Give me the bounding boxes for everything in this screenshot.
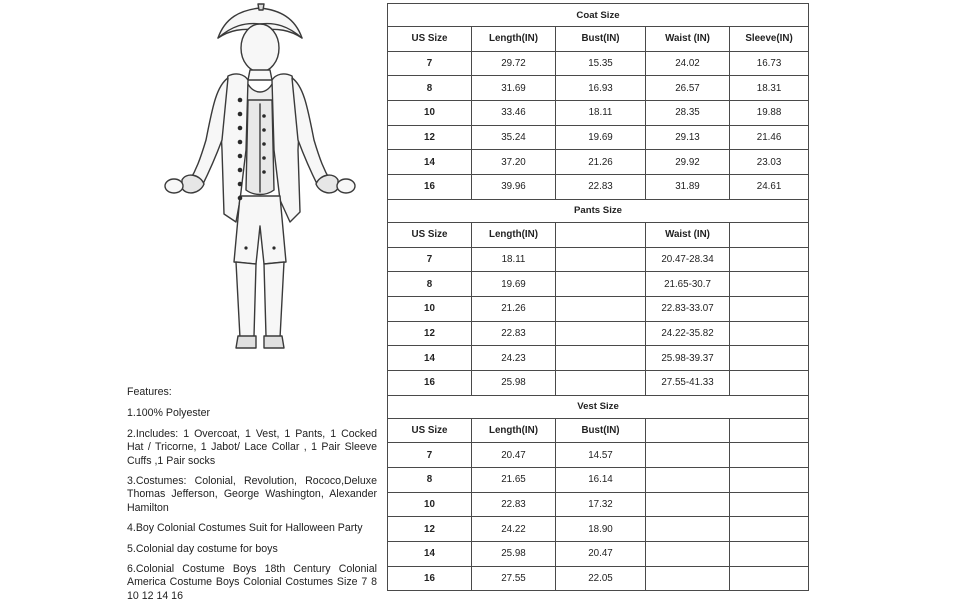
table-cell: 35.24 <box>472 125 556 150</box>
us-size-cell: 14 <box>388 542 472 567</box>
us-size-cell: 10 <box>388 296 472 321</box>
table-cell <box>730 443 809 468</box>
feature-item: 3.Costumes: Colonial, Revolution, Rococo,Deluxe Thomas Jefferson, George Washington, Alexander Hamilton <box>127 475 377 514</box>
table-cell: 20.47-28.34 <box>646 247 730 272</box>
table-cell <box>646 517 730 542</box>
table-cell <box>556 370 646 395</box>
table-cell: 17.32 <box>556 492 646 517</box>
pants-size-title: Pants Size <box>388 199 809 222</box>
coat-title-row <box>388 4 809 27</box>
table-row <box>388 566 809 591</box>
table-cell: 14.57 <box>556 443 646 468</box>
pants-title-row <box>388 199 809 222</box>
table-cell: 29.13 <box>646 125 730 150</box>
us-size-cell: 8 <box>388 76 472 101</box>
vest-header-row <box>388 418 809 443</box>
column-header: Waist (IN) <box>646 27 730 52</box>
table-cell: 22.83 <box>556 175 646 200</box>
table-cell: 24.22 <box>472 517 556 542</box>
table-cell: 21.46 <box>730 125 809 150</box>
us-size-cell: 16 <box>388 566 472 591</box>
mannequin-head <box>241 24 279 72</box>
table-cell <box>730 296 809 321</box>
us-size-cell: 7 <box>388 51 472 76</box>
table-cell: 20.47 <box>472 443 556 468</box>
table-row <box>388 51 809 76</box>
us-size-cell: 12 <box>388 321 472 346</box>
table-cell: 19.69 <box>472 272 556 297</box>
table-row <box>388 125 809 150</box>
table-cell: 31.69 <box>472 76 556 101</box>
table-row <box>388 150 809 175</box>
table-cell: 29.72 <box>472 51 556 76</box>
table-cell: 22.83 <box>472 321 556 346</box>
table-row <box>388 468 809 493</box>
table-cell <box>730 272 809 297</box>
features-section <box>127 386 377 610</box>
us-size-cell: 8 <box>388 272 472 297</box>
table-cell <box>730 321 809 346</box>
feature-item: 6.Colonial Costume Boys 18th Century Colonial America Costume Boys Colonial Costumes Size 7 8 10 12 14 16 <box>127 563 377 602</box>
table-cell: 21.26 <box>472 296 556 321</box>
vest-size-title: Vest Size <box>388 395 809 418</box>
table-cell <box>646 468 730 493</box>
us-size-cell: 7 <box>388 443 472 468</box>
features-title: Features: <box>127 386 172 398</box>
table-row <box>388 517 809 542</box>
us-size-cell: 12 <box>388 125 472 150</box>
us-size-cell: 16 <box>388 175 472 200</box>
us-size-cell: 10 <box>388 101 472 126</box>
table-cell <box>646 492 730 517</box>
table-cell <box>730 346 809 371</box>
table-cell: 29.92 <box>646 150 730 175</box>
table-cell <box>556 247 646 272</box>
table-cell: 22.05 <box>556 566 646 591</box>
table-cell: 28.35 <box>646 101 730 126</box>
table-row <box>388 321 809 346</box>
table-cell: 26.57 <box>646 76 730 101</box>
feature-item: 2.Includes: 1 Overcoat, 1 Vest, 1 Pants, 1 Cocked Hat / Tricorne, 1 Jabot/ Lace Collar , 1 Pair Sleeve Cuffs ,1 Pair socks <box>127 427 377 467</box>
table-cell: 25.98-39.37 <box>646 346 730 371</box>
column-header: Length(IN) <box>472 222 556 247</box>
table-cell: 21.65-30.7 <box>646 272 730 297</box>
table-cell <box>646 542 730 567</box>
pants-header-row <box>388 222 809 247</box>
column-header: US Size <box>388 27 472 52</box>
coat-header-row <box>388 27 809 52</box>
table-cell: 27.55-41.33 <box>646 370 730 395</box>
table-cell <box>730 566 809 591</box>
coat-size-title: Coat Size <box>388 4 809 27</box>
table-cell: 39.96 <box>472 175 556 200</box>
table-cell: 24.61 <box>730 175 809 200</box>
us-size-cell: 7 <box>388 247 472 272</box>
colonial-costume-illustration <box>140 0 380 375</box>
us-size-cell: 12 <box>388 517 472 542</box>
table-row <box>388 247 809 272</box>
table-row <box>388 443 809 468</box>
table-cell: 21.26 <box>556 150 646 175</box>
table-cell <box>646 443 730 468</box>
table-row <box>388 542 809 567</box>
table-cell: 24.23 <box>472 346 556 371</box>
table-row <box>388 370 809 395</box>
column-header <box>646 418 730 443</box>
table-cell <box>730 517 809 542</box>
breeches <box>234 196 286 264</box>
table-cell: 19.69 <box>556 125 646 150</box>
table-cell <box>556 321 646 346</box>
table-cell: 25.98 <box>472 542 556 567</box>
column-header: Bust(IN) <box>556 27 646 52</box>
us-size-cell: 16 <box>388 370 472 395</box>
us-size-cell: 14 <box>388 150 472 175</box>
table-row <box>388 272 809 297</box>
table-cell: 16.73 <box>730 51 809 76</box>
table-cell: 19.88 <box>730 101 809 126</box>
column-header <box>730 418 809 443</box>
table-cell: 31.89 <box>646 175 730 200</box>
vest-title-row <box>388 395 809 418</box>
left-sock <box>236 262 256 338</box>
table-cell: 20.47 <box>556 542 646 567</box>
table-cell <box>556 272 646 297</box>
table-cell: 22.83-33.07 <box>646 296 730 321</box>
table-cell: 37.20 <box>472 150 556 175</box>
feature-item: 5.Colonial day costume for boys <box>127 542 278 555</box>
us-size-cell: 8 <box>388 468 472 493</box>
table-cell: 21.65 <box>472 468 556 493</box>
right-sock <box>264 262 284 338</box>
table-cell: 18.11 <box>556 101 646 126</box>
table-cell: 24.22-35.82 <box>646 321 730 346</box>
table-row <box>388 175 809 200</box>
table-cell: 18.31 <box>730 76 809 101</box>
table-row <box>388 76 809 101</box>
table-cell: 18.11 <box>472 247 556 272</box>
table-cell: 15.35 <box>556 51 646 76</box>
column-header: Sleeve(IN) <box>730 27 809 52</box>
us-size-cell: 14 <box>388 346 472 371</box>
table-cell: 24.02 <box>646 51 730 76</box>
column-header: US Size <box>388 418 472 443</box>
column-header <box>556 222 646 247</box>
size-chart-table <box>387 3 809 591</box>
column-header: Waist (IN) <box>646 222 730 247</box>
us-size-cell: 10 <box>388 492 472 517</box>
table-row <box>388 101 809 126</box>
table-cell <box>730 468 809 493</box>
column-header: Length(IN) <box>472 418 556 443</box>
table-cell: 27.55 <box>472 566 556 591</box>
table-cell: 25.98 <box>472 370 556 395</box>
table-cell <box>556 346 646 371</box>
table-cell <box>646 566 730 591</box>
table-cell <box>556 296 646 321</box>
table-row <box>388 346 809 371</box>
column-header: Bust(IN) <box>556 418 646 443</box>
feature-item: 4.Boy Colonial Costumes Suit for Halloween Party <box>127 522 363 535</box>
column-header: Length(IN) <box>472 27 556 52</box>
table-cell: 33.46 <box>472 101 556 126</box>
table-row <box>388 492 809 517</box>
table-cell <box>730 370 809 395</box>
table-cell <box>730 492 809 517</box>
column-header <box>730 222 809 247</box>
table-cell <box>730 247 809 272</box>
table-cell <box>730 542 809 567</box>
table-row <box>388 296 809 321</box>
table-cell: 18.90 <box>556 517 646 542</box>
feature-item: 1.100% Polyester <box>127 407 211 420</box>
column-header: US Size <box>388 222 472 247</box>
table-cell: 22.83 <box>472 492 556 517</box>
table-cell: 23.03 <box>730 150 809 175</box>
table-cell: 16.14 <box>556 468 646 493</box>
table-cell: 16.93 <box>556 76 646 101</box>
